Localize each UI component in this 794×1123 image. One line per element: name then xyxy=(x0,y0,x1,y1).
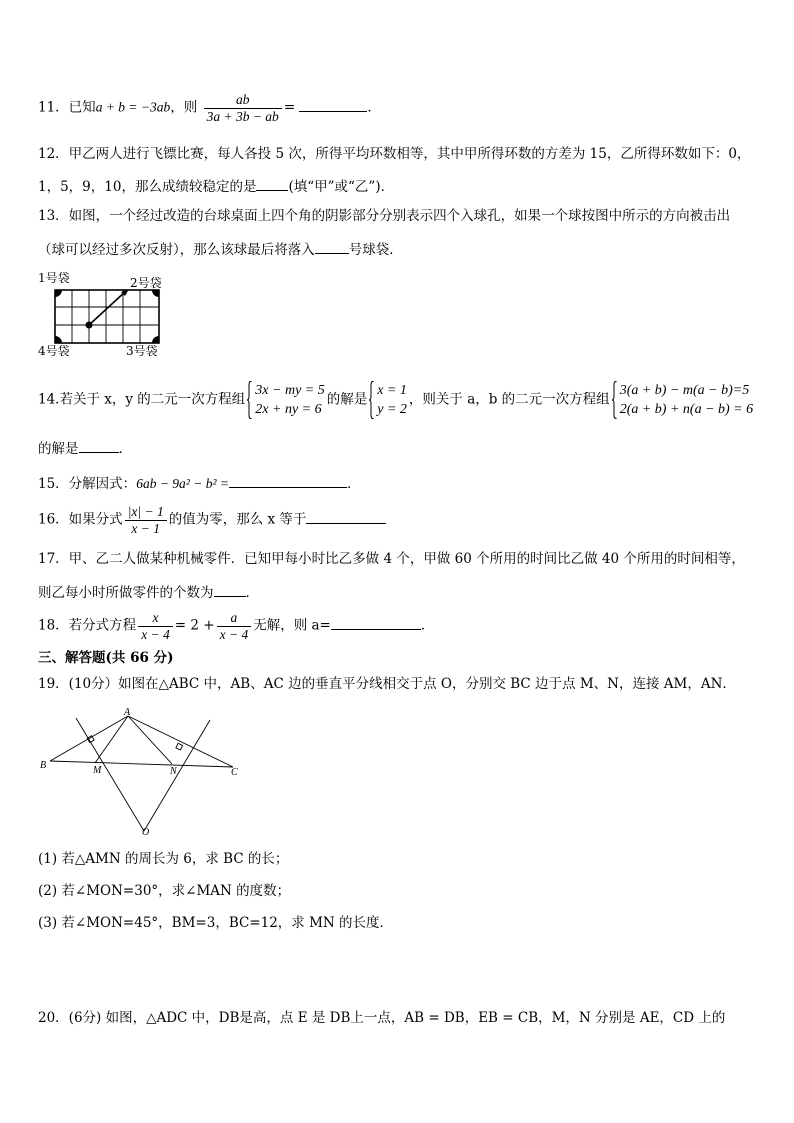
section-heading: 三、解答题(共 66 分) xyxy=(38,650,174,666)
q17-line2 xyxy=(38,584,259,601)
q14-system-3 xyxy=(612,381,753,419)
q13-answer-blank[interactable] xyxy=(315,241,349,254)
pocket-1-label: 1号袋 xyxy=(38,271,70,285)
q16-text-a: 16．如果分式 xyxy=(38,511,123,528)
q15-text: 15．分解因式： xyxy=(38,476,137,492)
q18-end: ． xyxy=(420,617,435,634)
q16-denominator: x − 1 xyxy=(131,520,160,536)
q14-line2-text: 的解是 xyxy=(38,441,79,457)
q12-line2b: (填“甲”或“乙”)． xyxy=(288,179,395,195)
q18-text-a: 18．若分式方程 xyxy=(38,617,137,634)
label-C: C xyxy=(231,767,238,778)
pocket-3-label: 3号袋 xyxy=(126,344,158,358)
q16-text-b: 的值为零，那么 x 等于 xyxy=(168,511,307,528)
q14-text-c: ，则关于 a，b 的二元一次方程组 xyxy=(408,391,610,408)
q17-line1: 17．甲、乙二人做某种机械零件．已知甲每小时比乙多做 4 个，甲做 60 个所用的时间比乙做 40 个所用的时间相等， xyxy=(38,551,745,567)
q14-system-2 xyxy=(369,381,407,419)
q14-s1-row1: 3x − my = 5 xyxy=(255,383,325,398)
q11-equals: = xyxy=(283,99,296,116)
question-11 xyxy=(38,93,381,123)
q11-mid: ，则 xyxy=(170,99,198,116)
question-14 xyxy=(38,381,755,419)
brace-icon xyxy=(369,381,375,419)
pocket-2-label: 2号袋 xyxy=(130,276,162,290)
q18-fraction-2 xyxy=(217,611,252,641)
q15-end: ． xyxy=(347,476,361,492)
q11-end: ． xyxy=(367,99,381,116)
q11-numerator: ab xyxy=(204,93,282,109)
q19-part1: (1) 若△AMN 的周长为 6，求 BC 的长； xyxy=(38,851,289,867)
q14-s1-row2: 2x + ny = 6 xyxy=(255,402,322,417)
q11-prefix: 11．已知 xyxy=(38,99,96,116)
q14-text-a: 14.若关于 x，y 的二元一次方程组 xyxy=(38,391,246,408)
q14-s2-row1: x = 1 xyxy=(377,383,407,398)
q11-condition: a + b = −3ab xyxy=(95,99,171,115)
q11-denominator: 3a + 3b − ab xyxy=(206,108,279,124)
label-A: A xyxy=(124,707,131,718)
q14-answer-blank[interactable] xyxy=(79,440,119,453)
q14-line2 xyxy=(38,440,132,457)
label-O: O xyxy=(142,827,150,838)
q12-line2a: 1，5，9，10，那么成绩较稳定的是 xyxy=(38,179,257,195)
q11-answer-blank[interactable] xyxy=(299,99,367,112)
q15-expression: 6ab − 9a² − b² = xyxy=(136,476,229,491)
question-16 xyxy=(38,505,386,535)
q17-end: ． xyxy=(245,585,259,601)
q16-numerator: |x| − 1 xyxy=(125,505,167,521)
brace-icon xyxy=(247,381,253,419)
q18-num2: a xyxy=(217,611,252,627)
q18-answer-blank[interactable] xyxy=(331,617,421,630)
label-B: B xyxy=(40,760,47,771)
q18-den1: x − 4 xyxy=(141,626,170,642)
q20-text: 20．(6分) 如图，△ADC 中，DB是高，点 E 是 DB上一点，AB = DB，EB = CB，M，N 分别是 AE，CD 上的 xyxy=(38,1010,726,1026)
q18-mid: = 2 + xyxy=(174,617,215,634)
label-N: N xyxy=(170,766,177,777)
brace-icon xyxy=(612,381,618,419)
q14-s2-row2: y = 2 xyxy=(377,402,407,417)
q18-num1: x xyxy=(138,611,173,627)
q14-text-b: 的解是 xyxy=(326,391,368,408)
q14-system-1 xyxy=(247,381,324,419)
q13-line2a: （球可以经过多次反射），那么该球最后将落入 xyxy=(38,242,315,258)
q13-line2 xyxy=(38,241,403,258)
billiard-table-figure xyxy=(54,289,162,345)
q14-s3-row2: 2(a + b) + n(a − b) = 6 xyxy=(619,402,754,417)
q13-line1: 13．如图，一个经过改造的台球桌面上四个角的阴影部分分别表示四个入球孔，如果一个球按图中所示的方向被击出 xyxy=(38,208,731,224)
q17-line2-text: 则乙每小时所做零件的个数为 xyxy=(38,585,214,601)
q19-stem: 19．(10分）如图在△ABC 中，AB、AC 边的垂直平分线相交于点 O，分别交 BC 边于点 M、N，连接 AM，AN． xyxy=(38,676,736,692)
q18-fraction-1 xyxy=(138,611,173,641)
q18-text-b: 无解，则 a= xyxy=(253,617,331,634)
q11-fraction xyxy=(204,93,282,123)
q19-part3: (3) 若∠MON=45°，BM=3，BC=12，求 MN 的长度． xyxy=(38,915,394,931)
q14-end: ． xyxy=(118,441,132,457)
q16-fraction xyxy=(125,505,167,535)
q12-line2 xyxy=(38,178,394,195)
q16-answer-blank[interactable] xyxy=(306,511,386,524)
q18-den2: x − 4 xyxy=(219,626,249,642)
q13-line2b: 号球袋． xyxy=(348,242,403,258)
triangle-abc-figure xyxy=(38,706,248,838)
q17-answer-blank[interactable] xyxy=(214,584,246,597)
q15-answer-blank[interactable] xyxy=(229,475,347,488)
question-15 xyxy=(38,475,361,492)
question-18 xyxy=(38,611,434,641)
q19-part2: (2) 若∠MON=30°，求∠MAN 的度数； xyxy=(38,883,291,899)
label-M: M xyxy=(93,765,102,776)
q12-line1: 12．甲乙两人进行飞镖比赛，每人各投 5 次，所得平均环数相等，其中甲所得环数的方差为 15，乙所得环数如下：0， xyxy=(38,146,751,162)
q14-s3-row1: 3(a + b) − m(a − b)=5 xyxy=(619,383,750,398)
pocket-4-label: 4号袋 xyxy=(38,344,70,358)
q12-answer-blank[interactable] xyxy=(256,178,288,191)
